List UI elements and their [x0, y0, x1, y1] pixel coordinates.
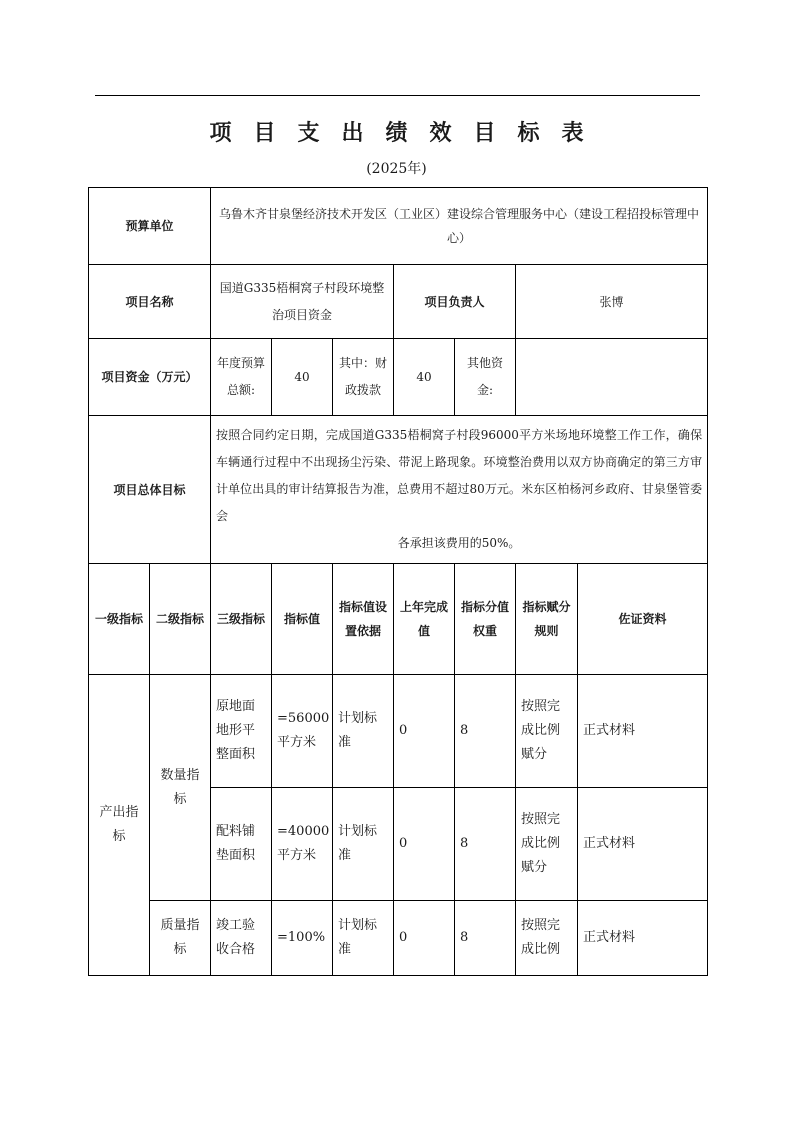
- performance-table: [88, 187, 708, 976]
- project-leader-value: 张博: [516, 265, 708, 339]
- col-header-weight: 指标分值权重: [455, 564, 516, 675]
- col-header-last-year: 上年完成值: [394, 564, 455, 675]
- evidence-cell: 正式材料: [578, 788, 708, 901]
- project-name-label: 项目名称: [89, 265, 211, 339]
- top-rule: [95, 95, 700, 96]
- table-row: [89, 901, 708, 976]
- evidence-cell: 正式材料: [578, 901, 708, 976]
- overall-goal-row: [89, 416, 708, 564]
- indicator-header-row: [89, 564, 708, 675]
- weight-cell: 8: [455, 675, 516, 788]
- level2-cell: 数量指标: [150, 675, 211, 901]
- last-year-cell: 0: [394, 675, 455, 788]
- weight-cell: 8: [455, 788, 516, 901]
- last-year-cell: 0: [394, 901, 455, 976]
- funds-label: 项目资金（万元）: [89, 339, 211, 416]
- basis-cell: 计划标准: [333, 788, 394, 901]
- col-header-value: 指标值: [272, 564, 333, 675]
- level1-cell: 产出指标: [89, 675, 150, 976]
- project-funds-row: [89, 339, 708, 416]
- value-cell: =100%: [272, 901, 333, 976]
- annual-budget-value: 40: [272, 339, 333, 416]
- last-year-cell: 0: [394, 788, 455, 901]
- project-leader-label: 项目负责人: [394, 265, 516, 339]
- fiscal-label: 其中：财政拨款: [333, 339, 394, 416]
- budget-unit-value: 乌鲁木齐甘泉堡经济技术开发区（工业区）建设综合管理服务中心（建设工程招投标管理中心）: [211, 188, 708, 265]
- value-cell: =56000平方米: [272, 675, 333, 788]
- basis-cell: 计划标准: [333, 901, 394, 976]
- goal-text: 按照合同约定日期，完成国道G335梧桐窝子村段96000平方米场地环境整工作工作，确保车辆通行过程中不出现扬尘污染、带泥上路现象。环境整治费用以双方协商确定的第三方审计单位出具的审计结算报告为准，总费用不超过80万元。米东区柏杨河乡政府、甘泉堡管委会: [216, 428, 703, 523]
- other-funds-label: 其他资金:: [455, 339, 516, 416]
- rule-cell: 按照完成比例赋分: [516, 788, 578, 901]
- level3-cell: 配料铺垫面积: [211, 788, 272, 901]
- col-header-rule: 指标赋分规则: [516, 564, 578, 675]
- col-header-evidence: 佐证资料: [578, 564, 708, 675]
- rule-cell: 按照完成比例赋分: [516, 675, 578, 788]
- budget-unit-label: 预算单位: [89, 188, 211, 265]
- goal-label: 项目总体目标: [89, 416, 211, 564]
- document-title: 项目支出绩效目标表: [209, 121, 606, 146]
- other-funds-value: [516, 339, 708, 416]
- document-year: (2025年): [366, 161, 427, 177]
- col-header-level1: 一级指标: [89, 564, 150, 675]
- col-header-basis: 指标值设置依据: [333, 564, 394, 675]
- goal-text-last-line: 各承担该费用的50%。: [397, 536, 521, 550]
- project-name-value: 国道G335梧桐窝子村段环境整治项目资金: [211, 265, 394, 339]
- rule-cell: 按照完成比例: [516, 901, 578, 976]
- table-row: [89, 675, 708, 788]
- value-cell: =40000平方米: [272, 788, 333, 901]
- evidence-cell: 正式材料: [578, 675, 708, 788]
- annual-budget-label: 年度预算总额:: [211, 339, 272, 416]
- budget-unit-row: [89, 188, 708, 265]
- level2-cell: 质量指标: [150, 901, 211, 976]
- col-header-level2: 二级指标: [150, 564, 211, 675]
- fiscal-value: 40: [394, 339, 455, 416]
- level3-cell: 竣工验收合格: [211, 901, 272, 976]
- weight-cell: 8: [455, 901, 516, 976]
- basis-cell: 计划标准: [333, 675, 394, 788]
- goal-text-cell: [211, 416, 708, 564]
- project-name-row: [89, 265, 708, 339]
- level3-cell: 原地面地形平整面积: [211, 675, 272, 788]
- col-header-level3: 三级指标: [211, 564, 272, 675]
